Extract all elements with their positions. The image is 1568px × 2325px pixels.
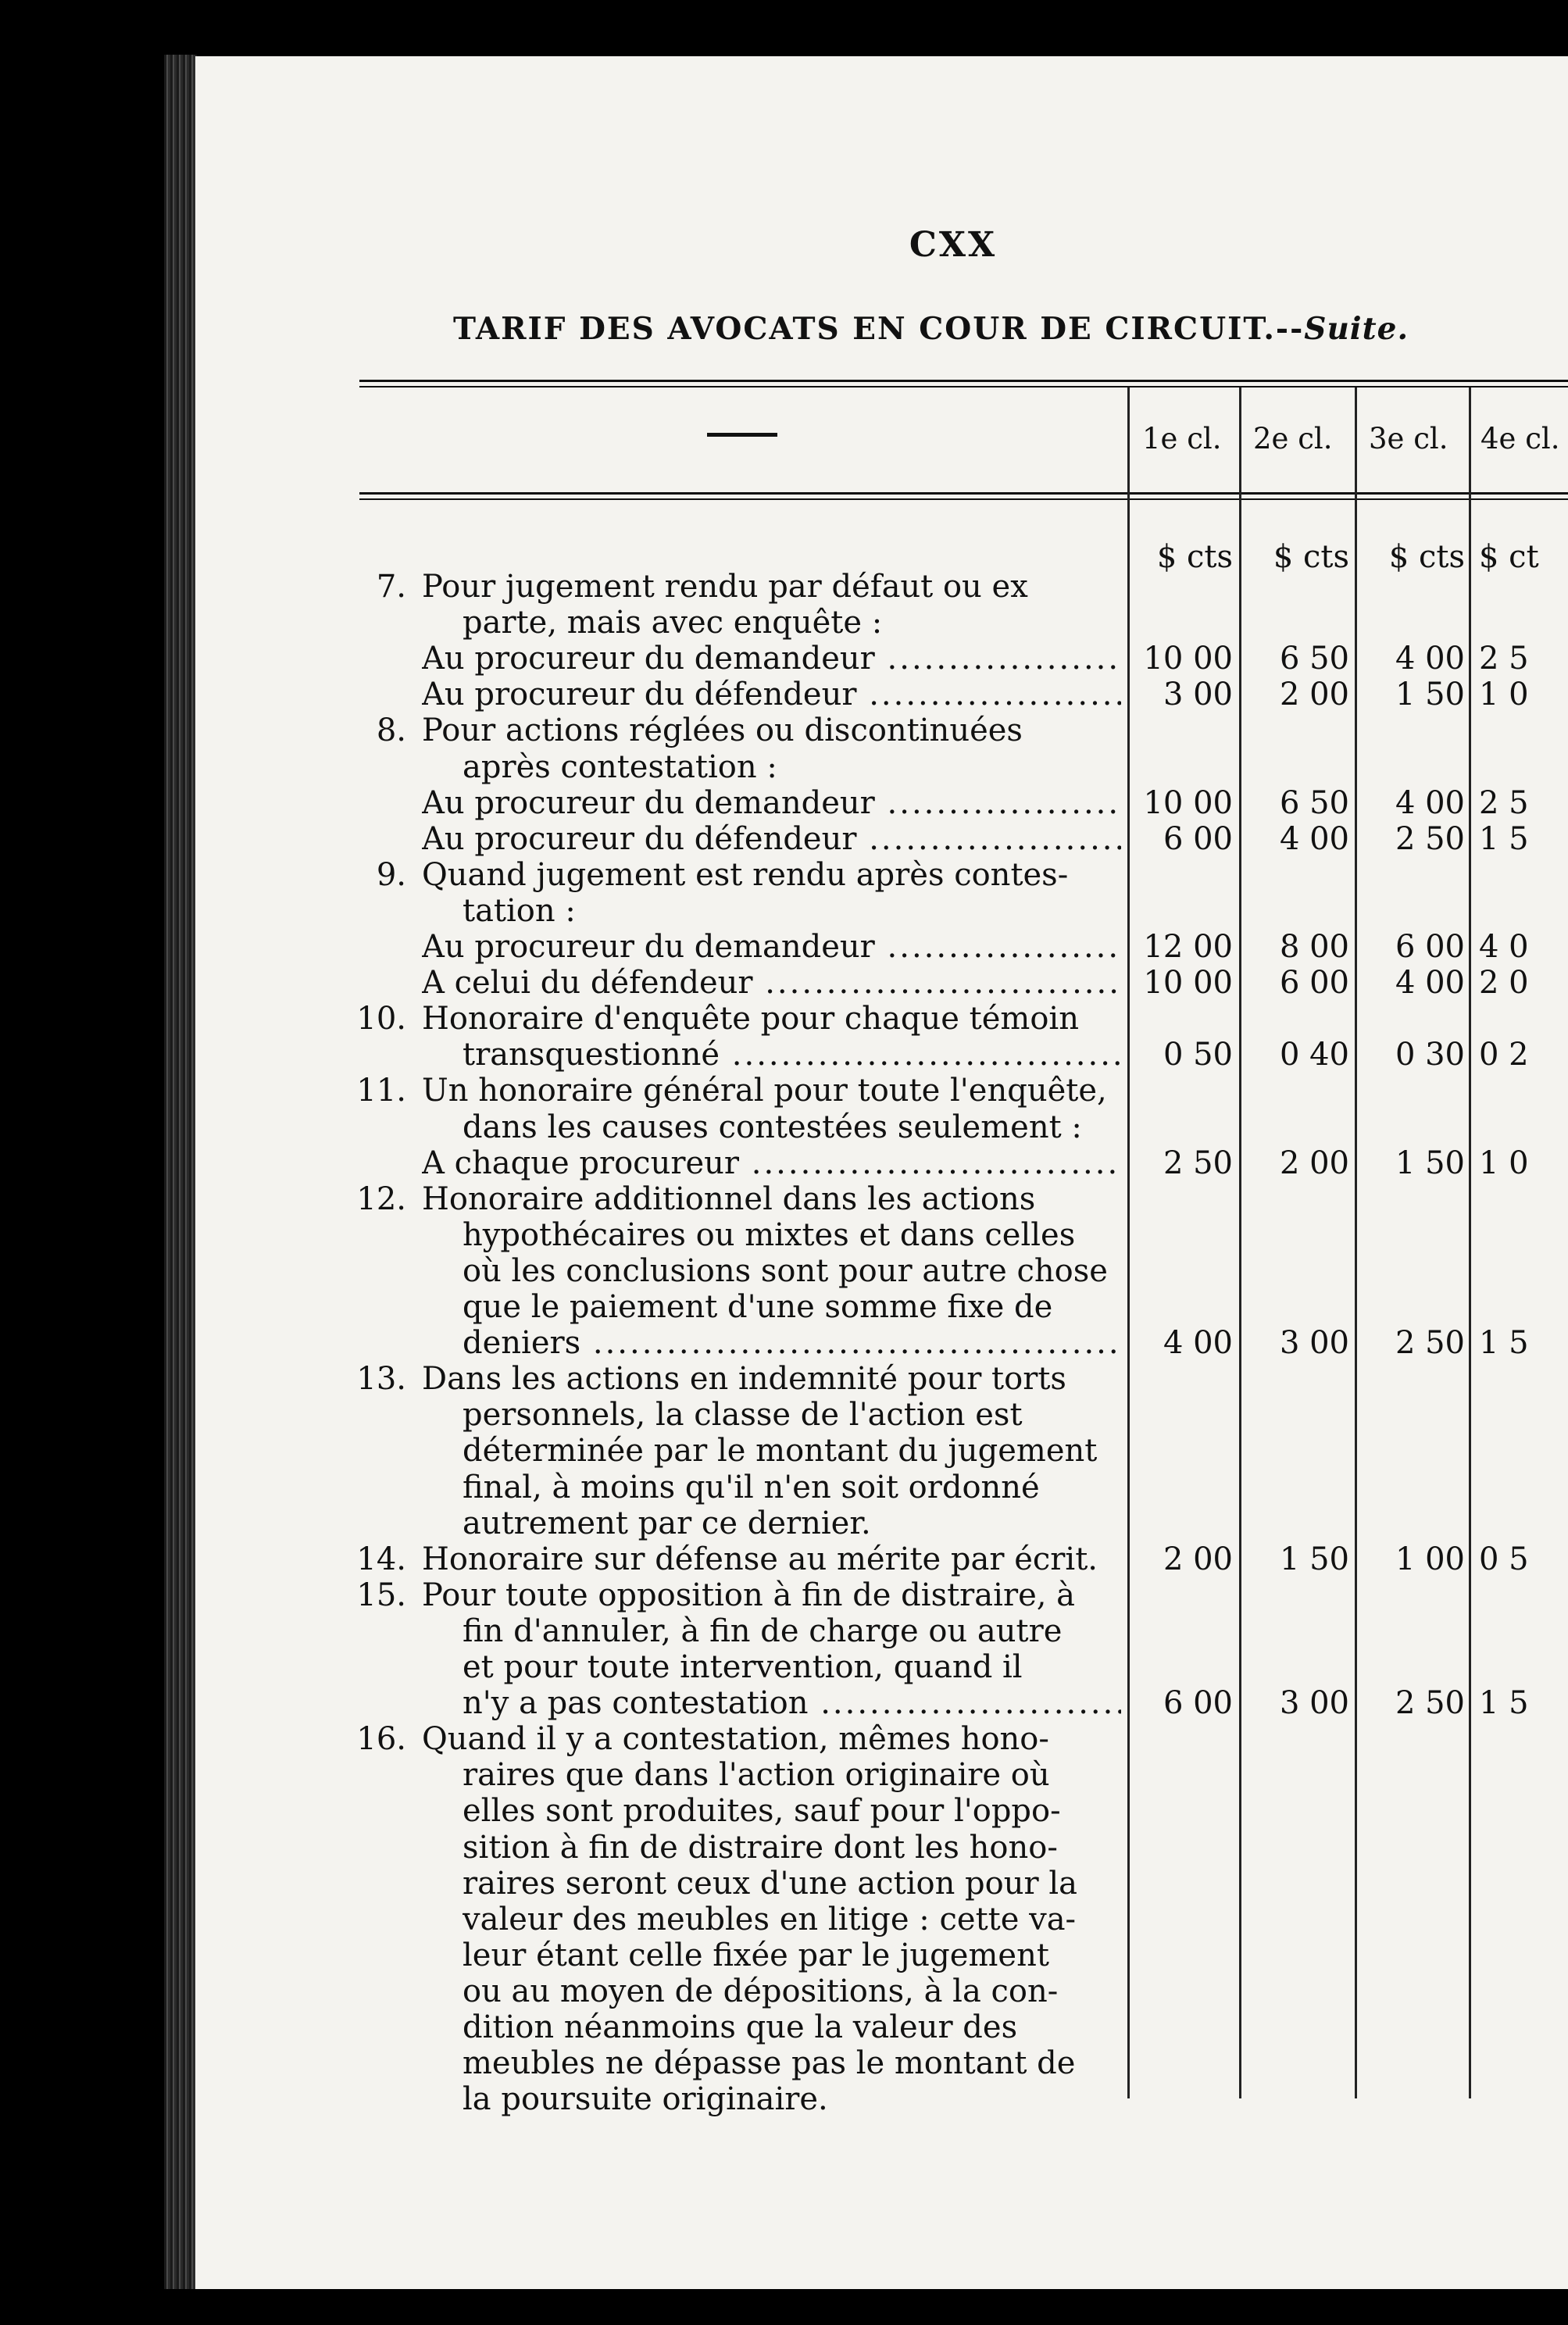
item-text: Pour actions réglées ou discontinuées [422, 712, 1023, 749]
fee-c3: 0 30 [1395, 1037, 1465, 1073]
fee-c2: 6 00 [1279, 965, 1349, 1002]
table-row [0, 1757, 1568, 1793]
fee-c4: 4 0 [1479, 929, 1529, 965]
column-header-3e: 3e cl. [1369, 422, 1448, 455]
item-text: valeur des meubles en litige : cette va- [463, 1901, 1077, 1938]
header-rule-thin [359, 498, 1568, 500]
table-row [0, 1902, 1568, 1938]
fee-c3: 1 50 [1395, 1145, 1465, 1181]
page-folio: CXX [909, 225, 998, 265]
item-text: Au procureur du défendeur ..... [422, 677, 1121, 712]
description-column-header [707, 433, 777, 437]
table-row [0, 1109, 1568, 1145]
table-row [0, 1037, 1568, 1073]
table-row [0, 1145, 1568, 1181]
table-row [0, 677, 1568, 712]
table-row [0, 1001, 1568, 1037]
item-text: et pour toute intervention, quand il [463, 1649, 1023, 1685]
item-text: déterminée par le montant du jugement [463, 1433, 1098, 1470]
fee-c1: 10 00 [1143, 784, 1233, 821]
table-row [0, 857, 1568, 893]
fee-c3: 1 50 [1395, 677, 1465, 713]
fee-c2: 2 00 [1279, 677, 1349, 713]
table-row [0, 1793, 1568, 1829]
fee-c4: 0 2 [1479, 1037, 1529, 1073]
table-row [0, 1073, 1568, 1109]
fee-c2: 6 50 [1279, 641, 1349, 677]
item-text: Dans les actions en indemnité pour torts [422, 1361, 1066, 1398]
column-header-1e: 1e cl. [1142, 422, 1222, 455]
top-rule-thin [359, 386, 1568, 388]
item-text: Honoraire d'enquête pour chaque témoin [422, 1001, 1079, 1038]
item-text: Quand jugement est rendu après contes- [422, 856, 1069, 893]
fee-c4: 1 5 [1479, 820, 1529, 857]
fee-c1: 4 00 [1163, 1325, 1233, 1362]
item-text: Honoraire additionnel dans les actions [422, 1180, 1036, 1217]
top-rule [359, 380, 1568, 382]
fee-c3: 2 50 [1395, 820, 1465, 857]
item-text: Au procureur du demandeur ..... [422, 641, 1121, 677]
table-row [0, 641, 1568, 677]
table-row [0, 1253, 1568, 1289]
item-text: Quand il y a contestation, mêmes hono- [422, 1721, 1049, 1758]
item-text: que le paiement d'une somme fixe de [463, 1289, 1053, 1325]
item-number: 14. [356, 1541, 406, 1577]
table-row [0, 929, 1568, 965]
table-row [0, 1577, 1568, 1613]
table-row [0, 1721, 1568, 1757]
fee-c4: 2 5 [1479, 784, 1529, 821]
item-text: Au procureur du demandeur ..... [422, 929, 1121, 965]
table-row [0, 965, 1568, 1001]
item-text: sition à fin de distraire dont les hono- [463, 1829, 1058, 1866]
header-rule [359, 492, 1568, 495]
table-row [0, 821, 1568, 857]
fee-c3: 4 00 [1395, 784, 1465, 821]
item-text: Pour toute opposition à fin de distraire, à [422, 1577, 1076, 1613]
table-row [0, 1325, 1568, 1361]
table-row [0, 893, 1568, 929]
fee-c1: 6 00 [1163, 1685, 1233, 1722]
fee-c4: 1 5 [1479, 1685, 1529, 1722]
title-main: TARIF DES AVOCATS EN COUR DE CIRCUIT.-- [453, 311, 1305, 347]
item-text: leur étant celle fixée par le jugement [463, 1937, 1049, 1973]
table-row [0, 749, 1568, 785]
item-number: 15. [356, 1577, 406, 1613]
item-text: la poursuite originaire. [463, 2081, 828, 2118]
table-row [0, 1181, 1568, 1217]
table-row [0, 1866, 1568, 1902]
item-text: Au procureur du défendeur ..... [422, 821, 1121, 857]
unit-c2: $ cts [1273, 539, 1349, 575]
item-text: transquestionné ..... [463, 1037, 1121, 1073]
unit-c3: $ cts [1388, 539, 1465, 575]
fee-c2: 3 00 [1279, 1325, 1349, 1362]
item-text: après contestation : [463, 748, 777, 785]
fee-c3: 4 00 [1395, 965, 1465, 1002]
fee-c4: 2 0 [1479, 965, 1529, 1002]
table-row [0, 1830, 1568, 1866]
item-number: 9. [376, 856, 406, 893]
fee-c1: 2 50 [1163, 1145, 1233, 1181]
item-text: dition néanmoins que la valeur des [463, 2009, 1018, 2045]
item-text: tation : [463, 892, 576, 929]
table-row [0, 1938, 1568, 1973]
page-title [453, 311, 1409, 347]
table-row [0, 1289, 1568, 1325]
table-row [0, 2045, 1568, 2081]
item-text: fin d'annuler, à fin de charge ou autre [463, 1612, 1063, 1649]
fee-c4: 2 5 [1479, 641, 1529, 677]
table-row [0, 2009, 1568, 2045]
item-number: 16. [356, 1721, 406, 1758]
title-suffix: Suite. [1304, 311, 1409, 347]
table-row [0, 785, 1568, 821]
item-number: 8. [376, 712, 406, 749]
item-text: dans les causes contestées seulement : [463, 1109, 1082, 1145]
item-number: 7. [376, 569, 406, 605]
fee-c1: 3 00 [1163, 677, 1233, 713]
fee-c1: 12 00 [1143, 929, 1233, 965]
fee-c1: 10 00 [1143, 641, 1233, 677]
table-row [0, 1685, 1568, 1721]
fee-c2: 2 00 [1279, 1145, 1349, 1181]
table-row [0, 2081, 1568, 2117]
item-text: final, à moins qu'il n'en soit ordonné [463, 1469, 1040, 1505]
fee-c3: 2 50 [1395, 1685, 1465, 1722]
table-row [0, 1505, 1568, 1541]
item-text: ou au moyen de dépositions, à la con- [463, 1973, 1059, 2009]
fee-c3: 1 00 [1395, 1541, 1465, 1577]
item-number: 10. [356, 1001, 406, 1038]
fee-c2: 1 50 [1279, 1541, 1349, 1577]
fee-c1: 6 00 [1163, 820, 1233, 857]
fee-c3: 4 00 [1395, 641, 1465, 677]
item-text: A celui du défendeur ..... [422, 965, 1121, 1001]
fee-c4: 1 0 [1479, 1145, 1529, 1181]
table-row [0, 1613, 1568, 1649]
item-text: hypothécaires ou mixtes et dans celles [463, 1216, 1076, 1253]
unit-c4: $ ct [1479, 539, 1539, 575]
table-row [0, 605, 1568, 641]
fee-c4: 0 5 [1479, 1541, 1529, 1577]
unit-c1: $ cts [1156, 539, 1233, 575]
fee-c2: 6 50 [1279, 784, 1349, 821]
table-row [0, 1217, 1568, 1253]
column-header-2e: 2e cl. [1253, 422, 1333, 455]
fee-c1: 10 00 [1143, 965, 1233, 1002]
table-row [0, 1541, 1568, 1577]
table-row [0, 1649, 1568, 1685]
item-text: Au procureur du demandeur ..... [422, 785, 1121, 821]
table-row [0, 1470, 1568, 1505]
item-text: autrement par ce dernier. [463, 1505, 871, 1541]
item-text: deniers ..... [463, 1325, 1121, 1361]
fee-c3: 6 00 [1395, 929, 1465, 965]
item-text: raires seront ceux d'une action pour la [463, 1865, 1077, 1902]
table-row [0, 712, 1568, 748]
item-number: 13. [356, 1361, 406, 1398]
item-text: Un honoraire général pour toute l'enquête, [422, 1073, 1107, 1109]
table-row [0, 1397, 1568, 1433]
table-row [0, 569, 1568, 605]
item-text: Honoraire sur défense au mérite par écrit. [422, 1541, 1098, 1577]
fee-c4: 1 0 [1479, 677, 1529, 713]
item-number: 12. [356, 1180, 406, 1217]
fee-c2: 3 00 [1279, 1685, 1349, 1722]
item-text: parte, mais avec enquête : [463, 605, 883, 641]
fee-c2: 0 40 [1279, 1037, 1349, 1073]
column-header-4e: 4e cl. [1480, 422, 1560, 455]
item-number: 11. [356, 1073, 406, 1109]
item-text: n'y a pas contestation ..... [463, 1685, 1121, 1721]
table-row [0, 1973, 1568, 2009]
fee-c3: 2 50 [1395, 1325, 1465, 1362]
fee-c1: 2 00 [1163, 1541, 1233, 1577]
item-text: elles sont produites, sauf pour l'oppo- [463, 1793, 1061, 1830]
item-text: raires que dans l'action originaire où [463, 1757, 1050, 1794]
item-text: personnels, la classe de l'action est [463, 1397, 1023, 1434]
item-text: meubles ne dépasse pas le montant de [463, 2045, 1076, 2082]
fee-c4: 1 5 [1479, 1325, 1529, 1362]
table-row [0, 1361, 1568, 1397]
fee-c2: 4 00 [1279, 820, 1349, 857]
fee-c2: 8 00 [1279, 929, 1349, 965]
item-text: A chaque procureur ..... [422, 1145, 1121, 1181]
fee-c1: 0 50 [1163, 1037, 1233, 1073]
item-text: Pour jugement rendu par défaut ou ex [422, 569, 1028, 605]
item-text: où les conclusions sont pour autre chose [463, 1252, 1108, 1289]
table-row [0, 1433, 1568, 1469]
